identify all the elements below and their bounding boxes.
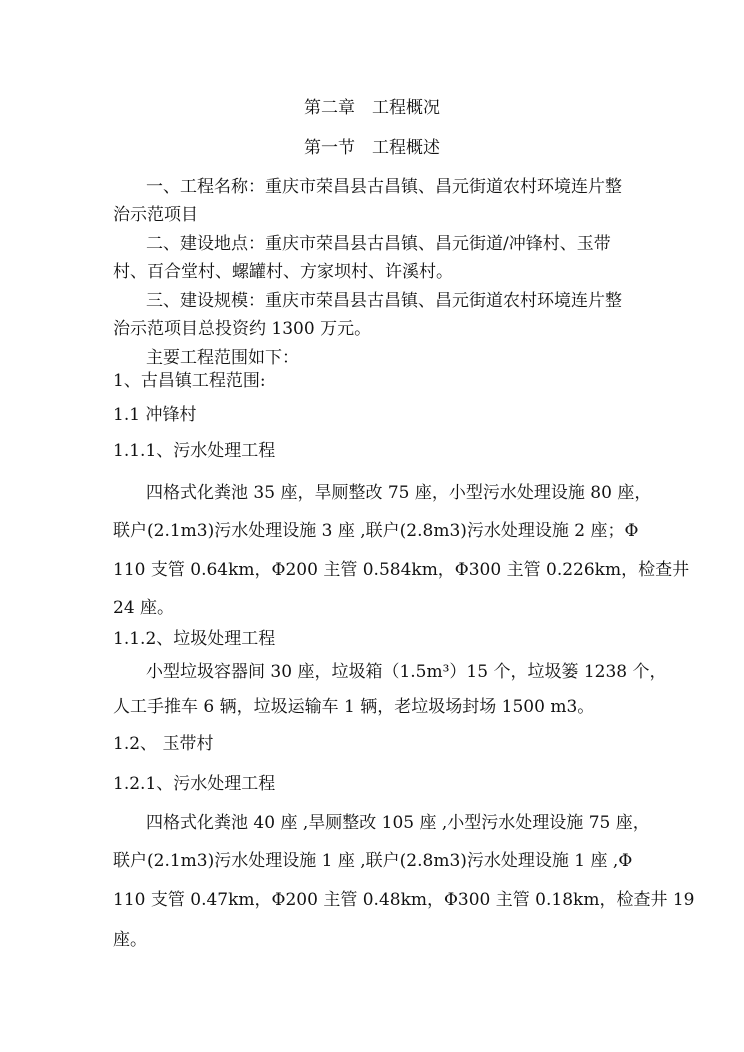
paragraph-line: 四格式化粪池 35 座，旱厕整改 75 座，小型污水处理设施 80 座，: [146, 483, 652, 503]
paragraph-line: 三、建设规模：重庆市荣昌县古昌镇、昌元街道农村环境连片整: [146, 291, 622, 311]
paragraph-line: 主要工程范围如下：: [146, 348, 299, 368]
paragraph-line: 联户(2.1m3)污水处理设施 1 座 ,联户(2.8m3)污水处理设施 1 座 ,Φ: [113, 851, 633, 871]
paragraph-line: 四格式化粪池 40 座 ,旱厕整改 105 座 ,小型污水处理设施 75 座，: [146, 813, 650, 833]
paragraph-line: 二、建设地点：重庆市荣昌县古昌镇、昌元街道/冲锋村、玉带: [146, 234, 611, 254]
paragraph-line: 人工手推车 6 辆，垃圾运输车 1 辆，老垃圾场封场 1500 m3。: [113, 697, 595, 717]
chapter-title: 第二章 工程概况: [304, 98, 440, 118]
paragraph-line: 座。: [113, 930, 147, 950]
paragraph-line: 小型垃圾容器间 30 座，垃圾箱（1.5m³）15 个，垃圾篓 1238 个，: [146, 662, 667, 682]
paragraph-line: 联户(2.1m3)污水处理设施 3 座 ,联户(2.8m3)污水处理设施 2 座；Φ: [113, 521, 639, 541]
paragraph-line: 110 支管 0.64km，Φ200 主管 0.584km，Φ300 主管 0.226km，检查井: [113, 560, 690, 580]
heading-line: 1.1 冲锋村: [113, 405, 197, 425]
paragraph-line: 一、工程名称：重庆市荣昌县古昌镇、昌元街道农村环境连片整: [146, 177, 622, 197]
heading-line: 1.1.1、污水处理工程: [113, 441, 276, 461]
heading-line: 1.2、 玉带村: [113, 734, 214, 754]
paragraph-line: 治示范项目: [113, 205, 198, 225]
heading-line: 1、古昌镇工程范围:: [113, 371, 266, 391]
section-title: 第一节 工程概述: [304, 138, 440, 158]
paragraph-line: 村、百合堂村、螺罐村、方家坝村、许溪村。: [113, 262, 453, 282]
paragraph-line: 治示范项目总投资约 1300 万元。: [113, 319, 372, 339]
paragraph-line: 110 支管 0.47km，Φ200 主管 0.48km，Φ300 主管 0.18km，检查井 19: [113, 890, 695, 910]
heading-line: 1.1.2、垃圾处理工程: [113, 629, 276, 649]
heading-line: 1.2.1、污水处理工程: [113, 774, 276, 794]
paragraph-line: 24 座。: [113, 598, 175, 618]
